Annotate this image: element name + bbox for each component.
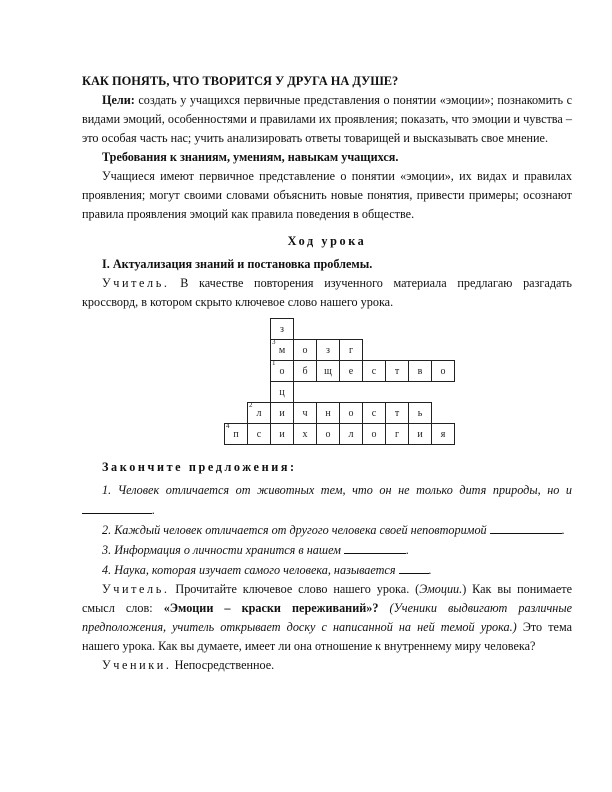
crossword-cell: б [293, 360, 317, 382]
crossword-cell: г [339, 339, 363, 361]
crossword-cell: о [431, 360, 455, 382]
teacher-speaker: Учитель. [102, 582, 170, 596]
teacher-intro-text: В качестве повторения изученного материала предлагаю разгадать кроссворд, в котором скрыто ключевое слово нашего урока. [82, 276, 572, 309]
complete-heading: Закончите предложения: [102, 460, 297, 474]
crossword-cell: е [339, 360, 363, 382]
crossword-cell: ц [270, 381, 294, 403]
sentence-3: 3. Информация о личности хранится в нашем . [82, 540, 572, 560]
crossword-cell: и [270, 423, 294, 445]
crossword-cell: г [385, 423, 409, 445]
crossword-cell: ь [408, 402, 432, 424]
teacher-speaker: Учитель. [102, 276, 170, 290]
goals-label: Цели: [102, 93, 135, 107]
lesson-heading: Ход урока [287, 234, 367, 248]
crossword-cell: с [247, 423, 271, 445]
crossword-cell: с [362, 402, 386, 424]
teacher-note: (Ученики выдвигают различные предположения, учитель открывает доску с написанной на ней темой урока.) [82, 601, 572, 634]
crossword-cell: щ [316, 360, 340, 382]
students-speaker: Ученики. [102, 658, 172, 672]
document-page [82, 72, 572, 675]
crossword-cell: 4 п [224, 423, 248, 445]
teacher-intro [82, 274, 572, 312]
crossword-cell: ч [293, 402, 317, 424]
crossword-cell: х [293, 423, 317, 445]
crossword-cell: т [385, 360, 409, 382]
students-answer: Ученики. Непосредственное. [102, 658, 275, 672]
answer-blank [490, 520, 562, 534]
crossword-cell: я [431, 423, 455, 445]
requirements-heading: Требования к знаниям, умениям, навыкам учащихся. [102, 150, 399, 164]
crossword-cell: о [339, 402, 363, 424]
crossword-cell: т [385, 402, 409, 424]
crossword-cell: о [316, 423, 340, 445]
answer-blank [344, 540, 406, 554]
requirements-text: Учащиеся имеют первичное представление о понятии «эмоции», их видах и правилах проявления; могут своими словами объяснить новые понятия, привести примеры; осознают правила проявления эмоций как правила поведения в обществе. [82, 169, 572, 221]
crossword-cell: с [362, 360, 386, 382]
key-word-answer: Эмоции. [419, 582, 463, 596]
goals-paragraph [82, 91, 572, 148]
crossword-cell: з [270, 318, 294, 340]
crossword-cell: и [270, 402, 294, 424]
goals-text: создать у учащихся первичные представления о понятии «эмоции»; познакомить с видами эмоций, особенностями и правилами их проявления; показать, что эмоции и чувства – это особая часть нас; учить анализировать ответы товарищей и высказывать свое мнение. [82, 93, 572, 145]
crossword-grid [82, 318, 572, 446]
section-heading: I. Актуализация знаний и постановка проблемы. [102, 257, 373, 271]
teacher-key-paragraph: Учитель. Прочитайте ключевое слово нашего урока. (Эмоции.) Как вы понимаете смысл слов: «Эмоции – краски переживаний»? (Ученики выдвигают различные предположения, учитель открывает доску с написанной на ней темой урока.) Это тема нашего урока. Как вы думаете, имеет ли она отношение к внутреннему миру человека? [82, 582, 572, 653]
crossword-cell: о [362, 423, 386, 445]
crossword-cell: и [408, 423, 432, 445]
crossword-cell: л [339, 423, 363, 445]
crossword-cell: 1 о [270, 360, 294, 382]
crossword-cell: н [316, 402, 340, 424]
document-title: КАК ПОНЯТЬ, ЧТО ТВОРИТСЯ У ДРУГА НА ДУШЕ? [82, 74, 399, 88]
sentence-2: 2. Каждый человек отличается от другого человека своей неповторимой . [82, 520, 572, 540]
answer-blank [82, 500, 152, 514]
crossword-cell: 3 м [270, 339, 294, 361]
sentence-4: 4. Наука, которая изучает самого человека, называется . [82, 560, 572, 580]
answer-blank [399, 560, 429, 574]
crossword-cell: в [408, 360, 432, 382]
key-quote: «Эмоции – краски переживаний»? [163, 601, 379, 615]
sentence-1: 1. Человек отличается от животных тем, что он не только дитя природы, но и . [82, 481, 572, 520]
crossword-cell: 2 л [247, 402, 271, 424]
crossword-cell: о [293, 339, 317, 361]
crossword-cell: з [316, 339, 340, 361]
